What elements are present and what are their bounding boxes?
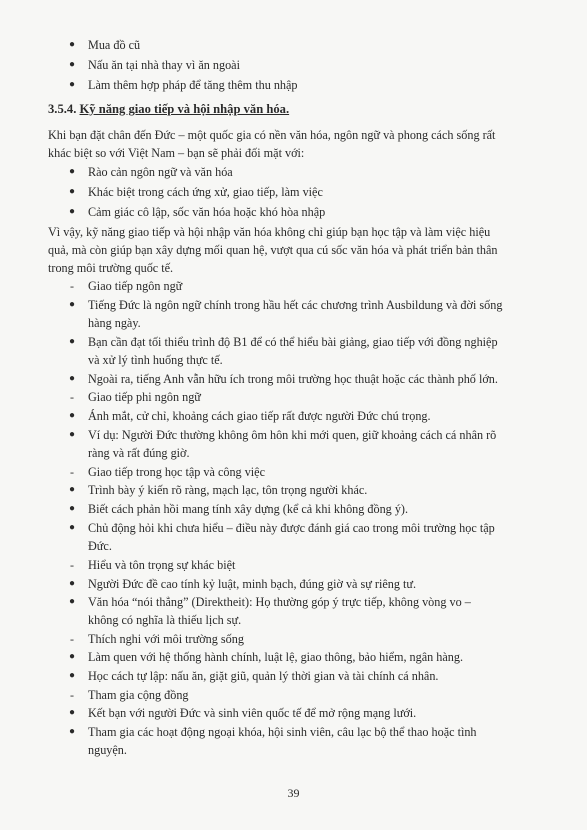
bullet-marker: ● xyxy=(68,522,76,533)
bullet-marker: ● xyxy=(68,596,76,607)
list-item-text: Làm quen với hệ thống hành chính, luật lệ, giao thông, bảo hiểm, ngân hàng. xyxy=(88,650,464,664)
list-item-text: Cảm giác cô lập, sốc văn hóa hoặc khó hòa nhập xyxy=(88,205,326,219)
dash-marker: - xyxy=(70,465,74,479)
list-item-text: Học cách tự lập: nấu ăn, giặt giũ, quản lý thời gian và tài chính cá nhân. xyxy=(88,669,439,683)
dash-marker: - xyxy=(70,632,74,646)
dash-marker: - xyxy=(70,390,74,404)
list-item-text: Kết bạn với người Đức và sinh viên quốc tế để mở rộng mạng lưới. xyxy=(88,706,417,720)
list-item-text: Chủ động hỏi khi chưa hiểu – điều này được đánh giá cao trong môi trường học tập xyxy=(88,521,495,535)
summary-line: Vì vậy, kỹ năng giao tiếp và hội nhập văn hóa không chỉ giúp bạn học tập và làm việc hiệu xyxy=(48,225,491,239)
bullet-marker: ● xyxy=(68,429,76,440)
bullet-marker: ● xyxy=(68,206,76,217)
intro-line: Khi bạn đặt chân đến Đức – một quốc gia có nền văn hóa, ngôn ngữ và phong cách sống rất xyxy=(48,128,496,142)
list-item-text: Đức. xyxy=(88,539,112,553)
list-item-text: Văn hóa “nói thẳng” (Direktheit): Họ thường góp ý trực tiếp, không vòng vo – xyxy=(88,595,471,609)
list-item-text: Ánh mắt, cử chỉ, khoảng cách giao tiếp rất được người Đức chú trọng. xyxy=(88,409,431,423)
bullet-marker: ● xyxy=(68,410,76,421)
bullet-marker: ● xyxy=(68,39,76,50)
bullet-marker: ● xyxy=(68,651,76,662)
intro-line: khác biệt so với Việt Nam – bạn sẽ phải đối mặt với: xyxy=(48,146,305,160)
list-item-text: và xử lý tình huống thực tế. xyxy=(88,353,223,367)
list-item-text: Tham gia cộng đồng xyxy=(88,688,189,702)
list-item-text: Ví dụ: Người Đức thường không ôm hôn khi mới quen, giữ khoảng cách cá nhân rõ xyxy=(88,428,497,442)
list-item-text: ràng và rất đúng giờ. xyxy=(88,446,190,460)
list-item-text: Trình bày ý kiến rõ ràng, mạch lạc, tôn trọng người khác. xyxy=(88,483,368,497)
page-number: 39 xyxy=(287,786,300,800)
dash-marker: - xyxy=(70,688,74,702)
list-item-text: Ngoài ra, tiếng Anh vẫn hữu ích trong môi trường học thuật hoặc các thành phố lớn. xyxy=(88,372,498,386)
list-item-text: Thích nghi với môi trường sống xyxy=(88,632,244,646)
bullet-marker: ● xyxy=(68,578,76,589)
dash-marker: - xyxy=(70,558,74,572)
bullet-marker: ● xyxy=(68,59,76,70)
list-item-text: nguyện. xyxy=(88,743,127,757)
list-item-text: Người Đức đề cao tính kỷ luật, minh bạch, đúng giờ và sự riêng tư. xyxy=(88,577,417,591)
list-item-text: Tham gia các hoạt động ngoại khóa, hội sinh viên, câu lạc bộ thể thao hoặc tình xyxy=(88,725,477,739)
list-item-text: Làm thêm hợp pháp để tăng thêm thu nhập xyxy=(88,78,298,92)
list-item-text: Mua đồ cũ xyxy=(88,38,141,52)
summary-line: trong môi trường quốc tế. xyxy=(48,261,174,275)
list-item-text: Tiếng Đức là ngôn ngữ chính trong hầu hết các chương trình Ausbildung và đời sống xyxy=(88,298,503,312)
bullet-marker: ● xyxy=(68,484,76,495)
section-heading xyxy=(48,100,548,118)
bullet-marker: ● xyxy=(68,166,76,177)
bullet-marker: ● xyxy=(68,670,76,681)
bullet-marker: ● xyxy=(68,373,76,384)
dash-marker: - xyxy=(70,279,74,293)
list-item-text: hàng ngày. xyxy=(88,316,141,330)
section-title: Kỹ năng giao tiếp và hội nhập văn hóa. xyxy=(79,102,290,116)
list-item-text: Hiểu và tôn trọng sự khác biệt xyxy=(88,558,236,572)
list-item-text: Rào cản ngôn ngữ và văn hóa xyxy=(88,165,233,179)
bullet-marker: ● xyxy=(68,707,76,718)
bullet-marker: ● xyxy=(68,186,76,197)
bullet-marker: ● xyxy=(68,726,76,737)
list-item-text: Khác biệt trong cách ứng xử, giao tiếp, làm việc xyxy=(88,185,323,199)
bullet-marker: ● xyxy=(68,79,76,90)
list-item-text: Giao tiếp phi ngôn ngữ xyxy=(88,390,201,404)
bullet-marker: ● xyxy=(68,299,76,310)
bullet-marker: ● xyxy=(68,503,76,514)
list-item-text: không có nghĩa là thiếu lịch sự. xyxy=(88,613,242,627)
list-item-text: Bạn cần đạt tối thiểu trình độ B1 để có thể hiểu bài giảng, giao tiếp với đồng nghiệp xyxy=(88,335,498,349)
bullet-marker: ● xyxy=(68,336,76,347)
list-item-text: Giao tiếp trong học tập và công việc xyxy=(88,465,265,479)
summary-line: quả, mà còn giúp bạn xây dựng mối quan hệ, vượt qua cú sốc văn hóa và phát triển bản thân xyxy=(48,243,498,257)
list-item-text: Biết cách phản hồi mang tính xây dựng (kể cả khi không đồng ý). xyxy=(88,502,409,516)
list-item-text: Nấu ăn tại nhà thay vì ăn ngoài xyxy=(88,58,240,72)
section-number: 3.5.4. xyxy=(48,102,77,116)
list-item-text: Giao tiếp ngôn ngữ xyxy=(88,279,183,293)
